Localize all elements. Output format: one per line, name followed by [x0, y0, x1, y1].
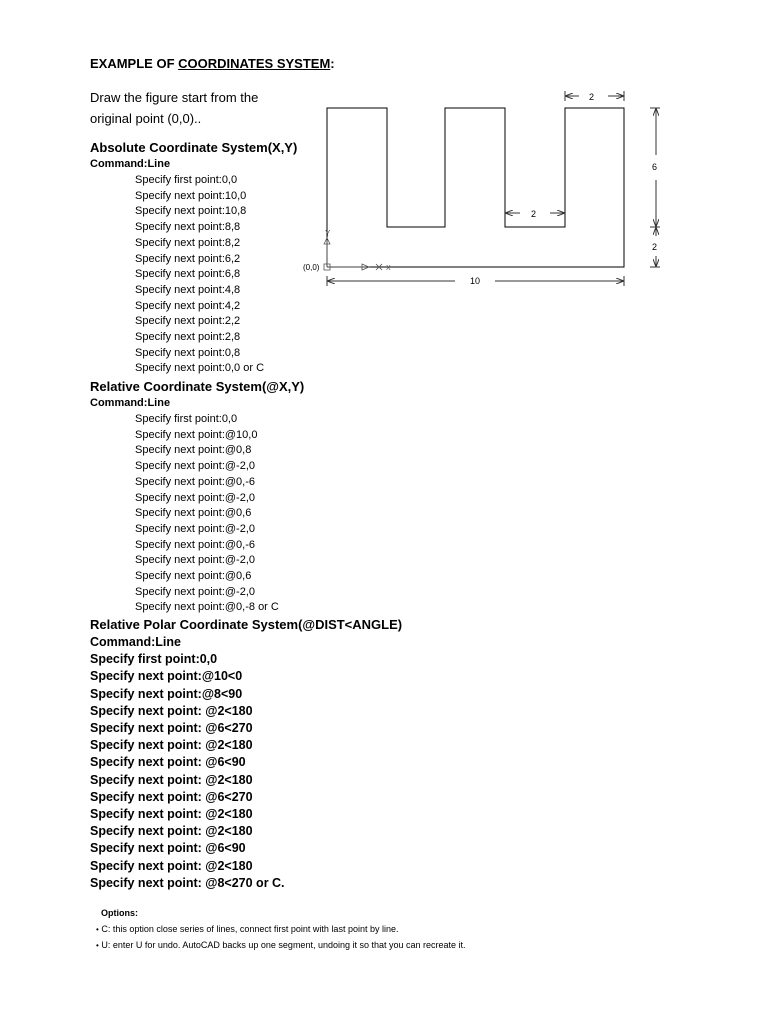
dimension-slot-label: 2 — [531, 209, 537, 219]
step-item: Specify next point:@10<0 — [90, 669, 243, 684]
step-item: Specify next point: @6<270 — [90, 721, 253, 736]
step-item: Specify next point:@-2,0 — [135, 522, 256, 535]
ucs-y-label: Y — [325, 229, 331, 238]
step-item: Specify next point: @2<180 — [90, 858, 253, 873]
ucs-icon — [324, 238, 382, 270]
step-item: Specify next point:@0,-6 — [135, 475, 256, 488]
step-item: Specify next point:@0,8 — [135, 444, 252, 457]
step-item: Specify next point:4,8 — [135, 283, 241, 296]
step-item: Specify next point:@0,6 — [135, 570, 252, 583]
step-item: Specify next point: @2<180 — [90, 703, 253, 718]
step-item: Specify next point:2,8 — [135, 331, 241, 344]
step-item: Specify next point:0,0 or C — [135, 362, 265, 375]
step-item: Specify next point:8,2 — [135, 236, 241, 249]
step-item: Specify next point:10,0 — [135, 189, 247, 202]
step-item: Specify next point:8,8 — [135, 221, 241, 234]
step-item: Specify next point:@-2,0 — [135, 585, 256, 598]
dimension-top — [565, 91, 624, 101]
relative-heading: Relative Coordinate System(@X,Y) — [90, 379, 305, 394]
step-item: Specify first point:0,0 — [135, 413, 238, 425]
step-item: Specify next point: @2<180 — [90, 807, 253, 822]
step-item: Specify next point: @2<180 — [90, 824, 253, 839]
step-item: Specify next point:@0,6 — [135, 507, 252, 520]
polar-heading: Relative Polar Coordinate System(@DIST<ANGLE) — [90, 617, 403, 632]
step-item: Specify next point:4,2 — [135, 299, 241, 312]
step-item: Specify next point: @6<90 — [90, 841, 246, 856]
step-item: Specify next point: @8<270 or C. — [90, 875, 285, 890]
absolute-command: Command:Line — [90, 158, 171, 170]
shape-outline — [327, 108, 624, 267]
step-item: Specify next point:@8<90 — [90, 686, 243, 701]
ucs-x-label: X — [386, 265, 391, 272]
step-item: Specify next point:2,2 — [135, 315, 241, 328]
step-item: Specify next point:@0,-6 — [135, 538, 256, 551]
step-item: Specify next point: @2<180 — [90, 772, 253, 787]
options-heading: Options: — [101, 908, 138, 918]
relative-command: Command:Line — [90, 397, 171, 409]
absolute-heading: Absolute Coordinate System(X,Y) — [90, 140, 298, 155]
step-item: Specify next point: @6<90 — [90, 755, 246, 770]
step-item: Specify next point:@-2,0 — [135, 460, 256, 473]
page-title: EXAMPLE OF COORDINATES SYSTEM: — [90, 56, 335, 71]
dimension-right-lower-label: 2 — [652, 242, 658, 252]
step-item: Specify next point: @6<270 — [90, 789, 253, 804]
step-item: Specify next point:@10,0 — [135, 428, 258, 441]
intro-line-1: Draw the figure start from the — [90, 90, 259, 105]
step-item: Specify first point:0,0 — [90, 652, 218, 667]
dimension-bottom-label: 10 — [470, 276, 481, 286]
dimension-top-label: 2 — [589, 92, 595, 102]
step-item: Specify next point:0,8 — [135, 346, 241, 359]
step-item: Specify next point:10,8 — [135, 205, 247, 218]
step-item: Specify next point:6,8 — [135, 268, 241, 281]
step-item: Specify first point:0,0 — [135, 174, 238, 186]
option-item-u: • U: enter U for undo. AutoCAD backs up one segment, undoing it so that you can recreate it. — [96, 939, 466, 950]
step-item: Specify next point:@-2,0 — [135, 491, 256, 504]
step-item: Specify next point: @2<180 — [90, 738, 253, 753]
dimension-right-label: 6 — [652, 162, 658, 172]
step-item: Specify next point:6,2 — [135, 252, 241, 265]
polar-command: Command:Line — [90, 635, 181, 649]
step-item: Specify next point:@-2,0 — [135, 554, 256, 567]
step-item: Specify next point:@0,-8 or C — [135, 601, 279, 614]
intro-line-2: original point (0,0).. — [90, 111, 202, 126]
origin-label: (0,0) — [303, 263, 320, 272]
option-item-c: • C: this option close series of lines, connect first point with last point by line. — [96, 924, 399, 934]
